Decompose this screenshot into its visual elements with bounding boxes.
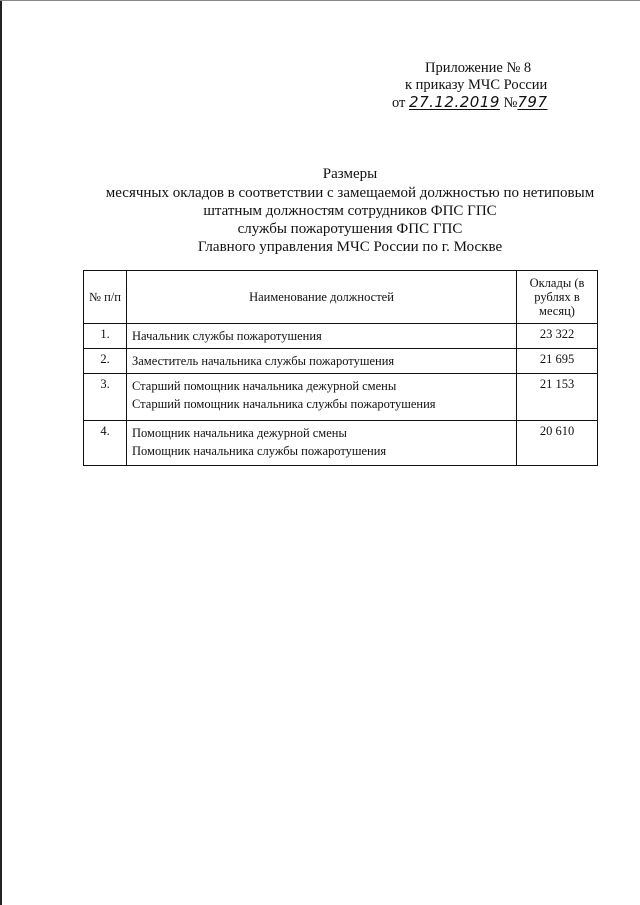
order-date: 27.12.2019	[409, 93, 500, 111]
position-name: Старший помощник начальника дежурной смены	[132, 379, 397, 393]
table-row	[84, 421, 598, 466]
row-position	[127, 374, 517, 421]
row-num: 2.	[84, 349, 127, 374]
appendix-number: Приложение № 8	[425, 60, 532, 76]
position-name: Старший помощник начальника службы пожаротушения	[132, 397, 436, 411]
title-line-5: Главного управления МЧС России по г. Москве	[197, 239, 503, 255]
row-position	[127, 324, 517, 349]
position-name: Помощник начальника дежурной смены	[132, 426, 347, 440]
appendix-block	[380, 60, 580, 112]
row-salary: 21 695	[517, 349, 598, 374]
salary-table	[83, 270, 598, 466]
page-edge-top	[0, 0, 640, 1]
header-salary: Оклады (в рублях в месяц)	[517, 271, 598, 324]
row-position	[127, 349, 517, 374]
table-row	[84, 349, 598, 374]
position-name: Заместитель начальника службы пожаротушения	[132, 354, 395, 368]
position-name: Помощник начальника службы пожаротушения	[132, 444, 387, 458]
title-line-4: службы пожаротушения ФПС ГПС	[237, 221, 463, 237]
order-number: 797	[517, 93, 548, 111]
row-salary: 20 610	[517, 421, 598, 466]
position-name: Начальник службы пожаротушения	[132, 329, 322, 343]
header-num: № п/п	[84, 271, 127, 324]
row-salary: 23 322	[517, 324, 598, 349]
title-line-1: Размеры	[322, 166, 378, 182]
row-num: 4.	[84, 421, 127, 466]
table-row	[84, 374, 598, 421]
order-date-line	[380, 94, 580, 112]
row-position	[127, 421, 517, 466]
row-num: 3.	[84, 374, 127, 421]
from-prefix: от	[392, 95, 406, 111]
row-num: 1.	[84, 324, 127, 349]
page-edge-left	[0, 0, 2, 905]
appendix-order-ref: к приказу МЧС России	[405, 77, 548, 93]
title-line-3: штатным должностям сотрудников ФПС ГПС	[203, 203, 497, 219]
number-prefix: №	[503, 95, 518, 111]
table-header-row	[84, 271, 598, 324]
document-title	[60, 165, 640, 256]
table-row	[84, 324, 598, 349]
row-salary: 21 153	[517, 374, 598, 421]
title-line-2: месячных окладов в соответствии с замещаемой должностью по нетиповым	[105, 185, 595, 201]
header-position-name: Наименование должностей	[127, 271, 517, 324]
